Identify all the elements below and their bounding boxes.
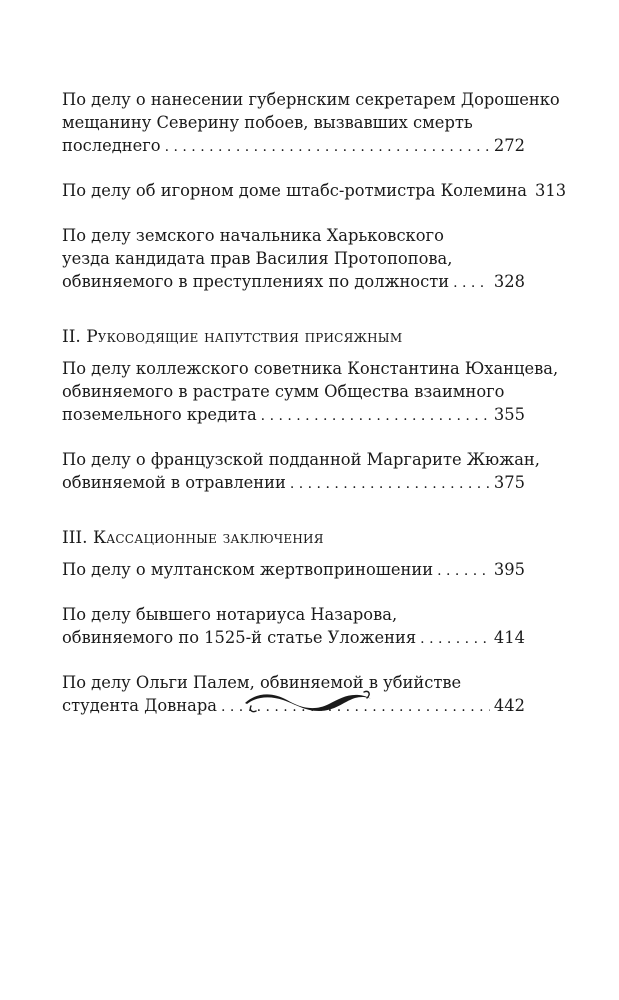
flourish-divider-icon [243,686,375,718]
toc-page-number: 355 [493,405,525,424]
toc-page-number: 313 [535,181,567,200]
dot-leader [453,272,490,295]
toc-entry-yukhantsev[interactable] [62,357,559,428]
toc-entry-text: По делу о мултанском жертвоприношении [62,560,434,579]
table-of-contents [62,88,567,739]
section-numeral: II. [62,327,81,347]
toc-entry-text: обвиняемой в отравлении [62,473,286,492]
toc-section-2 [62,325,559,496]
section-title-rest: ассационные заключения [106,528,324,548]
toc-page-number: 375 [493,473,525,492]
toc-entry-line: По делу о французской подданной Маргарите Жюжан, [62,450,540,469]
toc-entry-doroshenko[interactable] [62,88,560,159]
flourish-swash [245,694,373,711]
toc-entry-nazarov[interactable] [62,603,525,651]
toc-entry-multan[interactable] [62,558,525,583]
toc-group-continued [62,88,567,295]
toc-entry-last-line [62,179,567,204]
toc-entry-last-line [62,134,525,159]
toc-entry-line: обвиняемого в растрате сумм Общества взаимного [62,382,505,401]
toc-entry-text: По делу об игорном доме штабс-ротмистра Колемина [62,181,528,200]
dot-leader [420,628,490,651]
toc-entry-text: обвиняемого в преступлениях по должности [62,272,450,291]
toc-entry-line: По делу о нанесении губернским секретарем Дорошенко [62,90,560,109]
toc-entry-text: студента Довнара [62,696,217,715]
toc-entry-last-line [62,403,525,428]
toc-entry-line: уезда кандидата прав Василия Протопопова, [62,249,453,268]
toc-page-number: 395 [493,560,525,579]
toc-page-number: 328 [493,272,525,291]
toc-page-number: 442 [493,696,525,715]
toc-entry-line: По делу коллежского советника Константина Юханцева, [62,359,559,378]
section-numeral: III. [62,528,88,548]
toc-entry-text: поземельного кредита [62,405,257,424]
dot-leader [290,473,490,496]
section-title-text [86,327,402,347]
toc-entry-line: По делу Ольги Палем, обвиняемой в убийстве [62,673,462,692]
toc-entry-last-line [62,471,525,496]
dot-leader [165,136,490,159]
toc-entry-zhuzhan[interactable] [62,448,540,496]
toc-entry-kolemin[interactable] [62,179,567,204]
flourish-curl-left [250,706,256,712]
section-title[interactable] [62,325,525,349]
toc-page-number: 414 [493,628,525,647]
toc-entry-last-line [62,558,525,583]
toc-entry-protopopov[interactable] [62,224,525,295]
dot-leader [261,405,490,428]
section-title-text [93,528,324,548]
toc-entry-last-line [62,626,525,651]
toc-page-number: 272 [493,136,525,155]
section-title-initial: Р [86,327,98,347]
toc-entry-last-line [62,270,525,295]
toc-entry-text: последнего [62,136,161,155]
toc-entry-line: По делу земского начальника Харьковского [62,226,444,245]
toc-entry-line: мещанину Северину побоев, вызвавших смерть [62,113,473,132]
section-title-rest: уководящие напутствия присяжным [97,327,403,347]
section-title[interactable] [62,526,525,550]
dot-leader [437,560,490,583]
toc-entry-text: обвиняемого по 1525-й статье Уложения [62,628,417,647]
toc-entry-line: По делу бывшего нотариуса Назарова, [62,605,398,624]
section-title-initial: К [92,528,107,548]
